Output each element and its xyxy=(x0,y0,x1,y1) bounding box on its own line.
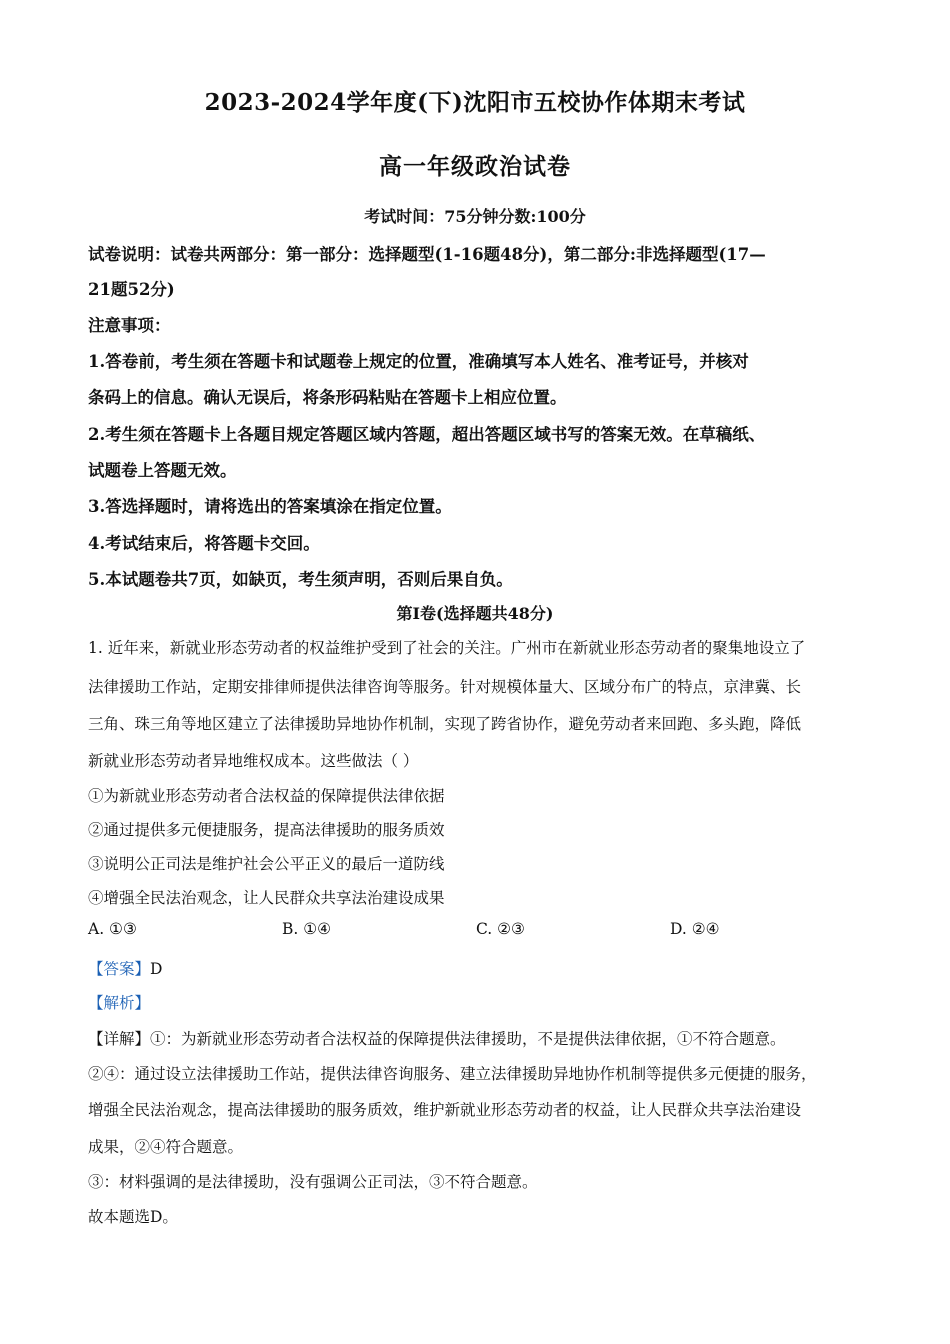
question-stem-line4: 新就业形态劳动者异地维权成本。这些做法（ ） xyxy=(88,752,419,770)
paper-description-line2: 21题52分) xyxy=(88,280,175,299)
section-title: 第Ⅰ卷(选择题共48分) xyxy=(396,604,554,623)
note-3: 3.答选择题时，请将选出的答案填涂在指定位置。 xyxy=(88,497,452,516)
answer-line xyxy=(88,952,878,986)
answer-value: D xyxy=(150,960,163,978)
note-5: 5.本试题卷共7页，如缺页，考生须声明，否则后果自负。 xyxy=(88,570,513,589)
detail-line1 xyxy=(88,1022,878,1056)
statement-option-3: ③说明公正司法是维护社会公平正义的最后一道防线 xyxy=(88,855,445,873)
detail-line5: ③：材料强调的是法律援助，没有强调公正司法，③不符合题意。 xyxy=(88,1173,538,1191)
statement-option-1: ①为新就业形态劳动者合法权益的保障提供法律依据 xyxy=(88,787,445,805)
note-2-line1: 2.考生须在答题卡上各题目规定答题区域内答题，超出答题区域书写的答案无效。在草稿纸、 xyxy=(88,425,766,444)
answer-tag: 【答案】 xyxy=(88,960,151,978)
paper-description-line1: 试卷说明：试卷共两部分：第一部分：选择题型(1-16题48分)，第二部分:非选择题型(17— xyxy=(88,245,766,264)
detail-line3: 增强全民法治观念，提高法律援助的服务质效，维护新就业形态劳动者的权益，让人民群众共享法治建设 xyxy=(88,1101,802,1119)
conclusion-line: 故本题选D。 xyxy=(88,1208,178,1226)
question-stem-line1: 1. 近年来，新就业形态劳动者的权益维护受到了社会的关注。广州市在新就业形态劳动者的聚集地设立了 xyxy=(88,639,806,657)
statement-option-2: ②通过提供多元便捷服务，提高法律援助的服务质效 xyxy=(88,821,445,839)
exam-time-info: 考试时间：75分钟分数:100分 xyxy=(364,207,586,226)
exam-title: 2023-2024学年度(下)沈阳市五校协作体期末考试 xyxy=(204,89,746,116)
choice-d: D. ②④ xyxy=(670,920,720,938)
choice-b: B. ①④ xyxy=(282,920,332,938)
choice-a: A. ①③ xyxy=(88,920,137,938)
notes-title: 注意事项： xyxy=(88,316,171,335)
answer-choices xyxy=(88,920,878,950)
question-stem-line3: 三角、珠三角等地区建立了法律援助异地协作机制，实现了跨省协作，避免劳动者来回跑、多头跑，降低 xyxy=(88,715,802,733)
analysis-line xyxy=(88,986,878,1020)
note-1-line1: 1.答卷前，考生须在答题卡和试题卷上规定的位置，准确填写本人姓名、准考证号，并核对 xyxy=(88,352,749,371)
analysis-tag: 【解析】 xyxy=(88,994,151,1012)
detail-tag: 【详解】 xyxy=(88,1030,151,1048)
note-2-line2: 试题卷上答题无效。 xyxy=(88,461,237,480)
question-stem-line2: 法律援助工作站，定期安排律师提供法律咨询等服务。针对规模体量大、区域分布广的特点，京津冀、长 xyxy=(88,678,802,696)
note-1-line2: 条码上的信息。确认无误后，将条形码粘贴在答题卡上相应位置。 xyxy=(88,388,567,407)
detail-line4: 成果，②④符合题意。 xyxy=(88,1138,244,1156)
detail-line2: ②④：通过设立法律援助工作站，提供法律咨询服务、建立法律援助异地协作机制等提供多元便捷的服务， xyxy=(88,1065,817,1083)
exam-subtitle: 高一年级政治试卷 xyxy=(379,153,571,180)
detail-text-1: ①：为新就业形态劳动者合法权益的保障提供法律援助，不是提供法律依据，①不符合题意。 xyxy=(150,1030,786,1048)
statement-option-4: ④增强全民法治观念，让人民群众共享法治建设成果 xyxy=(88,889,445,907)
note-4: 4.考试结束后，将答题卡交回。 xyxy=(88,534,320,553)
choice-c: C. ②③ xyxy=(476,920,525,938)
